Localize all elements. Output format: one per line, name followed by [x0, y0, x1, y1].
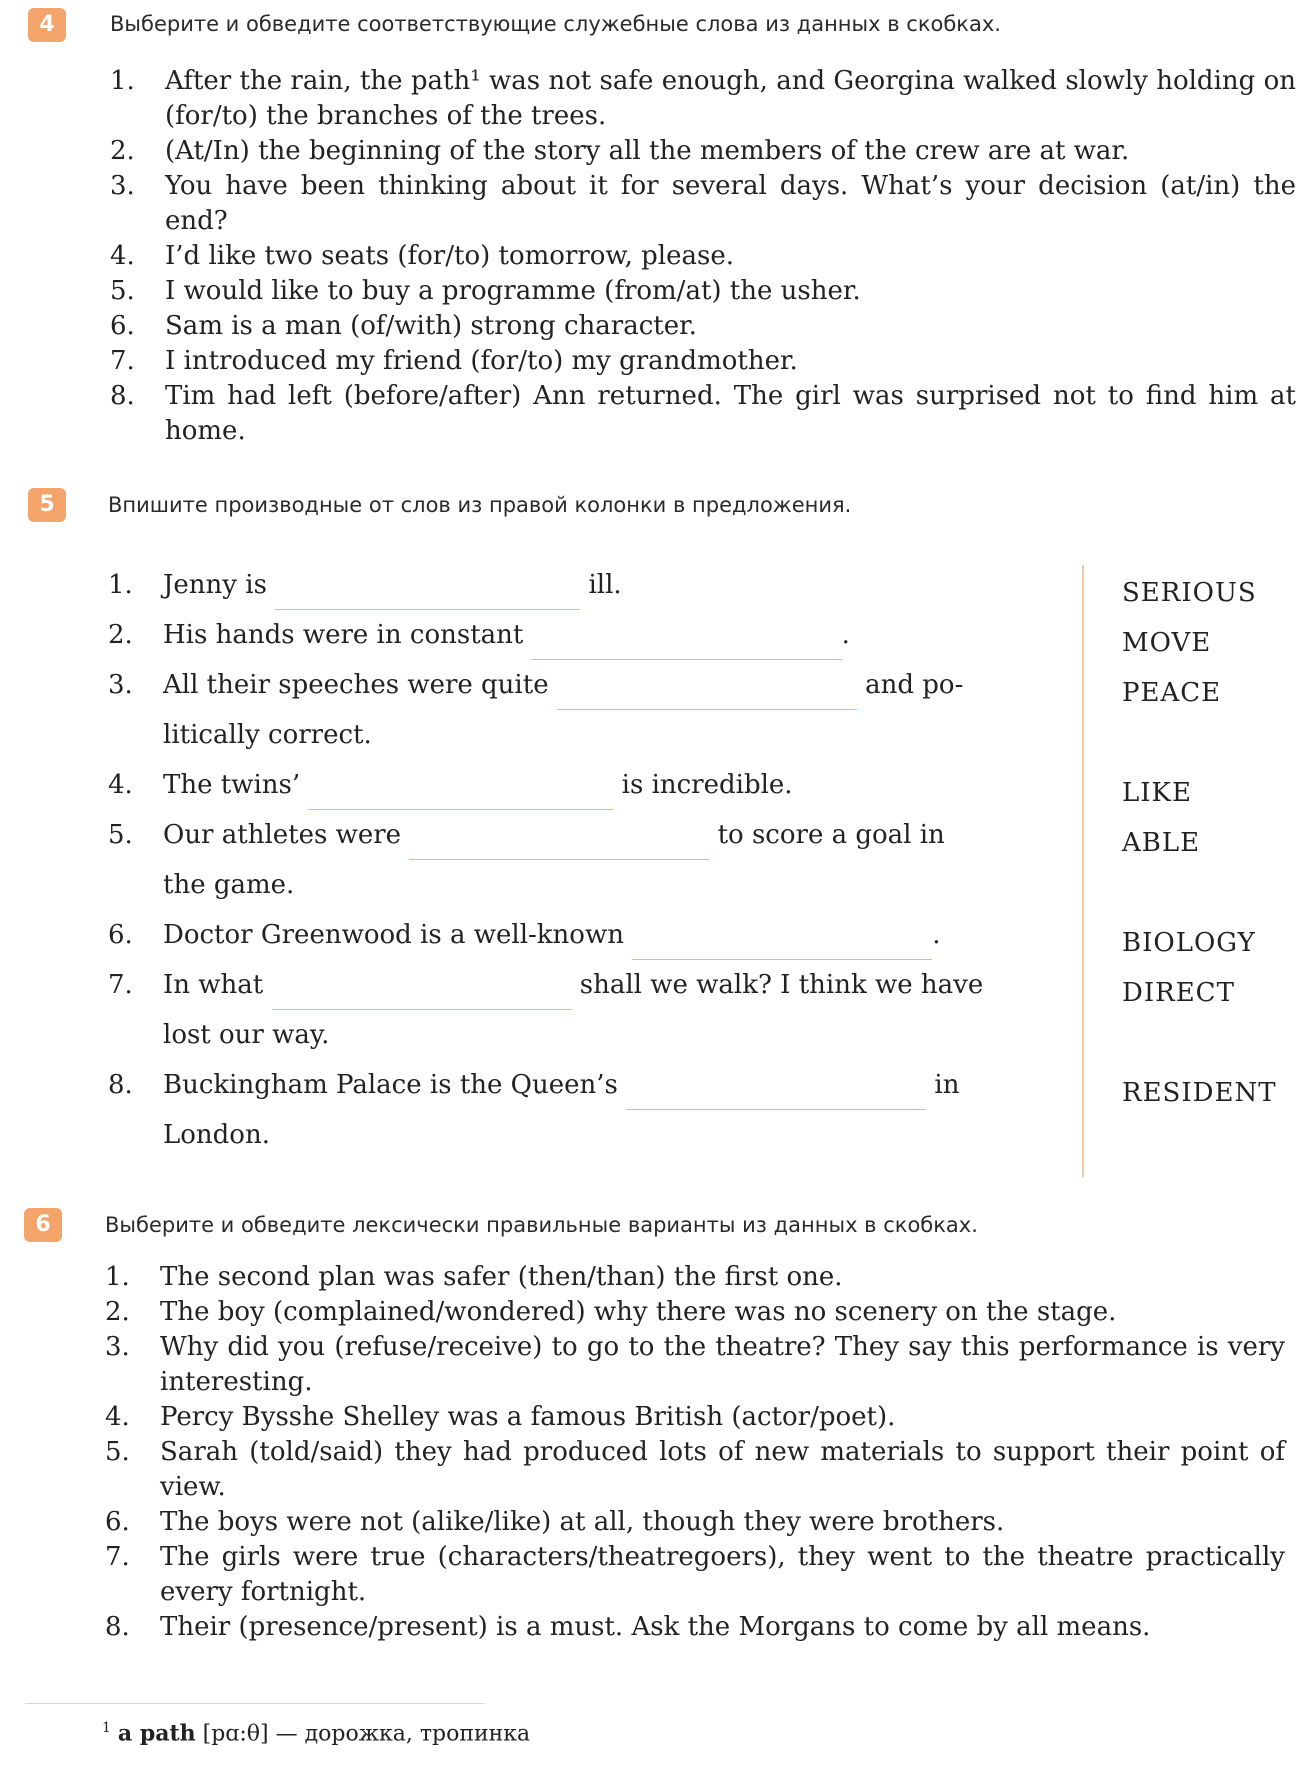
answer-blank[interactable]: [272, 979, 572, 1010]
word-resident: RESIDENT: [1122, 1078, 1277, 1108]
word-like: LIKE: [1122, 778, 1192, 808]
item-text: I would like to buy a programme (from/at) the usher.: [165, 276, 861, 306]
item-number: 8.: [110, 381, 135, 411]
answer-blank[interactable]: [557, 679, 857, 710]
item-text: Sarah (told/said) they had produced lots of new materials to support their point of view.: [160, 1437, 1285, 1502]
list-item: [105, 1540, 1285, 1610]
item-text: The boy (complained/wondered) why there was no scenery on the stage.: [160, 1297, 1117, 1327]
item-continuation: London.: [163, 1120, 270, 1150]
list-item: [110, 134, 1296, 169]
item-text-before: Our athletes were: [163, 820, 402, 850]
item-text: Why did you (refuse/receive) to go to the theatre? They say this performance is very interesting.: [160, 1332, 1285, 1397]
answer-blank[interactable]: [308, 779, 613, 810]
item-continuation: lost our way.: [163, 1020, 330, 1050]
item-text: The second plan was safer (then/than) the first one.: [160, 1262, 843, 1292]
list-item: [110, 344, 1296, 379]
item-text-before: Jenny is: [163, 570, 267, 600]
item-number: 6.: [105, 1507, 130, 1537]
exercise-4-instruction: Выберите и обведите соответствующие служебные слова из данных в скобках.: [110, 12, 1001, 36]
list-item: [110, 274, 1296, 309]
item-number: 3.: [108, 670, 133, 700]
item-number: 6.: [110, 311, 135, 341]
list-item: [105, 1260, 1285, 1295]
item-text: Their (presence/present) is a must. Ask the Morgans to come by all means.: [160, 1612, 1151, 1642]
list-item: [105, 1505, 1285, 1540]
answer-blank[interactable]: [632, 929, 932, 960]
item-number: 2.: [105, 1297, 130, 1327]
list-item: [110, 239, 1296, 274]
item-number: 4.: [105, 1402, 130, 1432]
word-biology: BIOLOGY: [1122, 928, 1256, 958]
item-text: The boys were not (alike/like) at all, though they were brothers.: [160, 1507, 1005, 1537]
item-text: I’d like two seats (for/to) tomorrow, please.: [165, 241, 734, 271]
item-number: 7.: [108, 970, 133, 1000]
item-number: 4.: [110, 241, 135, 271]
item-number: 5.: [110, 276, 135, 306]
item-number: 1.: [110, 66, 135, 96]
exercise-5-instruction: Впишите производные от слов из правой колонки в предложения.: [108, 493, 852, 517]
item-text-before: All their speeches were quite: [163, 670, 549, 700]
answer-blank[interactable]: [409, 829, 709, 860]
item-number: 2.: [108, 620, 133, 650]
item-text-before: Doctor Greenwood is a well-known: [163, 920, 624, 950]
footnote-divider: [25, 1703, 485, 1704]
item-number: 2.: [110, 136, 135, 166]
exercise-5-badge: 5: [28, 488, 66, 522]
item-text-after: in: [934, 1070, 960, 1100]
item-text-after: ill.: [588, 570, 622, 600]
list-item: [110, 64, 1296, 134]
item-number: 7.: [110, 346, 135, 376]
item-text: You have been thinking about it for several days. What’s your decision (at/in) the end?: [165, 171, 1296, 236]
word-direct: DIRECT: [1122, 978, 1235, 1008]
item-text-before: His hands were in constant: [163, 620, 524, 650]
item-number: 1.: [108, 570, 133, 600]
list-item: [110, 169, 1296, 239]
item-text: Tim had left (before/after) Ann returned. The girl was surprised not to find him at home.: [165, 381, 1296, 446]
answer-blank[interactable]: [532, 629, 842, 660]
item-text-after: shall we walk? I think we have: [579, 970, 984, 1000]
list-item: [105, 1330, 1285, 1400]
list-item: [105, 1400, 1285, 1435]
footnote-mark: 1: [102, 1720, 111, 1736]
item-text-after: is incredible.: [621, 770, 793, 800]
item-text: Percy Bysshe Shelley was a famous British (actor/poet).: [160, 1402, 896, 1432]
item-number: 4.: [108, 770, 133, 800]
exercise-4-list: [110, 64, 1296, 449]
item-number: 3.: [110, 171, 135, 201]
exercise-6-list: [105, 1260, 1285, 1645]
item-text-before: The twins’: [163, 770, 301, 800]
word-able: ABLE: [1122, 828, 1201, 858]
item-text-after: .: [841, 620, 850, 650]
answer-blank[interactable]: [275, 579, 580, 610]
item-text: After the rain, the path¹ was not safe enough, and Georgina walked slowly holding on (for/to) the branches of the trees.: [165, 66, 1296, 131]
item-continuation: the game.: [163, 870, 295, 900]
item-text-before: Buckingham Palace is the Queen’s: [163, 1070, 618, 1100]
item-continuation: litically correct.: [163, 720, 372, 750]
word-serious: SERIOUS: [1122, 578, 1257, 608]
item-text-after: and po-: [865, 670, 964, 700]
item-number: 1.: [105, 1262, 130, 1292]
footnote-definition: [pɑ:θ] — дорожка, тропинка: [195, 1721, 531, 1747]
list-item: [110, 379, 1296, 449]
item-text-after: to score a goal in: [717, 820, 945, 850]
footnote-term: a path: [117, 1720, 196, 1747]
item-text: The girls were true (characters/theatregoers), they went to the theatre practically every fortnight.: [160, 1542, 1285, 1607]
exercise-4-badge: 4: [28, 8, 66, 42]
item-number: 8.: [105, 1612, 130, 1642]
column-divider: [1082, 565, 1084, 1177]
footnote: [102, 1720, 530, 1746]
item-number: 5.: [105, 1437, 130, 1467]
item-number: 7.: [105, 1542, 130, 1572]
word-move: MOVE: [1122, 628, 1212, 658]
item-text: I introduced my friend (for/to) my grandmother.: [165, 346, 798, 376]
item-number: 6.: [108, 920, 133, 950]
item-text: (At/In) the beginning of the story all the members of the crew are at war.: [165, 136, 1130, 166]
item-text: Sam is a man (of/with) strong character.: [165, 311, 697, 341]
list-item: [110, 309, 1296, 344]
list-item: [105, 1610, 1285, 1645]
exercise-6-instruction: Выберите и обведите лексически правильные варианты из данных в скобках.: [105, 1213, 978, 1237]
list-item: [105, 1435, 1285, 1505]
item-text-before: In what: [163, 970, 264, 1000]
item-text-after: .: [932, 920, 941, 950]
answer-blank[interactable]: [626, 1079, 926, 1110]
item-number: 5.: [108, 820, 133, 850]
list-item: [105, 1295, 1285, 1330]
word-peace: PEACE: [1122, 678, 1222, 708]
item-number: 3.: [105, 1332, 130, 1362]
exercise-6-badge: 6: [24, 1208, 62, 1242]
item-number: 8.: [108, 1070, 133, 1100]
